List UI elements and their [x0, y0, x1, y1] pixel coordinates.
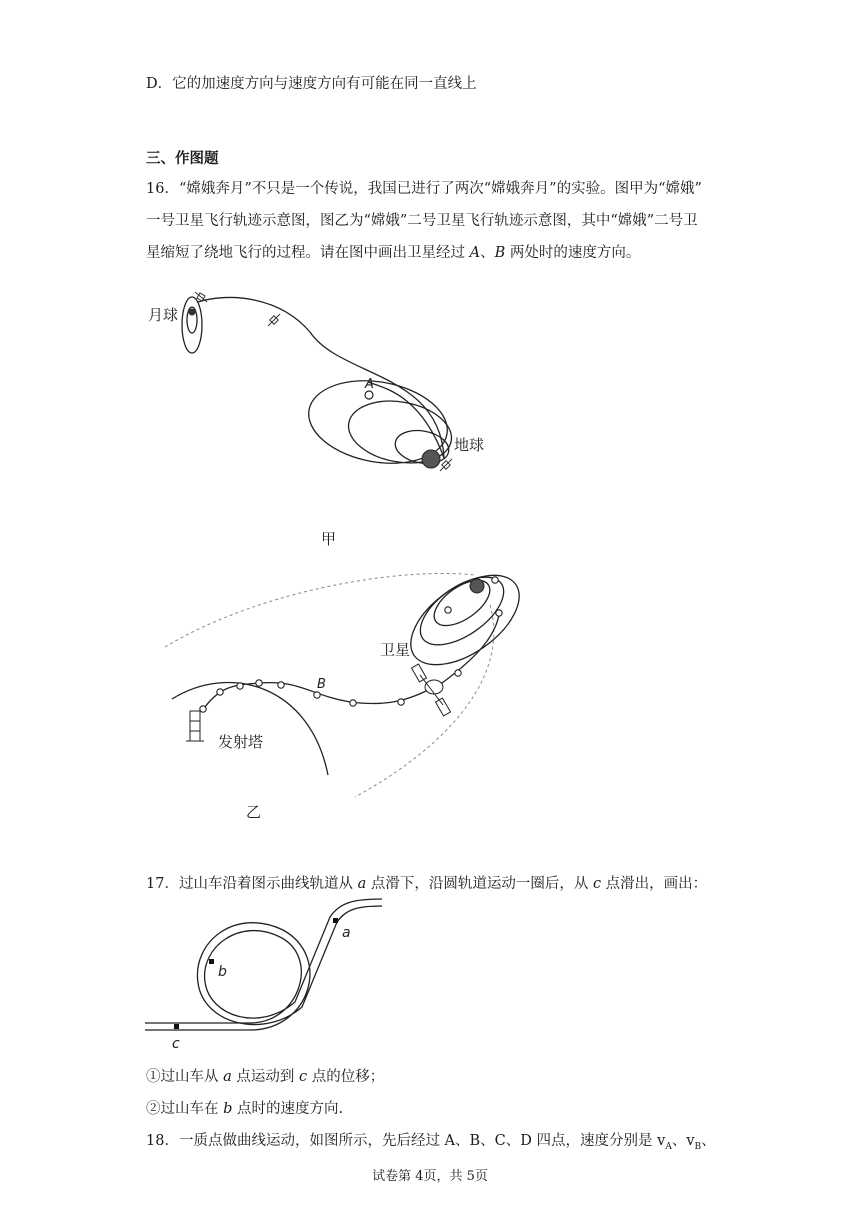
figure-yi — [150, 565, 520, 805]
q17-item2 — [146, 1097, 343, 1118]
q18-tail: 、 — [701, 1133, 716, 1149]
q17-item1 — [146, 1065, 384, 1086]
q16-line3-mid: 、 — [480, 245, 495, 261]
q17-item1-var-c: c — [298, 1069, 308, 1085]
option-d: D．它的加速度方向与速度方向有可能在同一直线上 — [146, 76, 477, 92]
tower-label: 发射塔 — [218, 733, 264, 751]
point-c-label: c — [172, 1036, 180, 1052]
q16-line3-pre: 星缩短了绕地飞行的过程。请在图中画出卫星经过 — [146, 245, 470, 261]
figure-jia — [140, 282, 520, 492]
section-title: 三、作图题 — [146, 150, 219, 167]
q17-item2-pre: ②过山车在 — [146, 1101, 224, 1117]
q17-line1 — [146, 872, 707, 893]
q17-item1-var-a: a — [223, 1069, 232, 1085]
point-a-label: a — [342, 925, 351, 941]
q17-item1-pre: ①过山车从 — [146, 1069, 224, 1085]
q17-line1-pre: 17．过山车沿着图示曲线轨道从 — [146, 876, 358, 892]
q16-line3-post: 两处时的速度方向。 — [505, 245, 641, 261]
moon-label: 月球 — [148, 306, 179, 324]
q17-line1-post: 点滑出，画出： — [601, 876, 708, 892]
earth — [422, 450, 440, 468]
q18-sub-a: A — [665, 1141, 672, 1152]
caption-yi: 乙 — [246, 803, 262, 821]
q18-sep: 、v — [671, 1133, 695, 1149]
q18-line1 — [146, 1129, 716, 1152]
q17-line1-mid: 点滑下，沿圆轨道运动一圈后，从 — [366, 876, 593, 892]
point-b-label: B — [317, 677, 326, 692]
transfer-trajectory — [198, 297, 444, 458]
q18-sub-b: B — [694, 1141, 702, 1152]
moon — [470, 579, 484, 593]
transfer-trajectory-lower — [368, 382, 444, 458]
point-a-marker — [333, 918, 338, 923]
track-outer — [145, 899, 382, 1023]
moon-orbit-outer — [182, 297, 202, 353]
satellite-icon-2 — [268, 314, 280, 326]
q16-var-a: A — [469, 245, 481, 261]
dashed-arc-right — [355, 605, 494, 797]
q17-var-c: c — [592, 876, 602, 892]
point-c-marker — [174, 1024, 179, 1029]
earth-label: 地球 — [454, 436, 485, 454]
caption-jia: 甲 — [321, 530, 337, 548]
q17-item1-post: 点的位移； — [307, 1069, 385, 1085]
q16-line2: 一号卫星飞行轨迹示意图，图乙为“嫦娥”二号卫星飞行轨迹示意图，其中“嫦娥”二号卫 — [146, 213, 698, 229]
moon-dot — [189, 309, 196, 316]
point-b-label: b — [218, 964, 227, 980]
page-footer: 试卷第 4页，共 5页 — [372, 1169, 488, 1184]
q17-item2-var-b: b — [223, 1101, 233, 1117]
q16-line1: 16．“嫦娥奔月”不只是一个传说，我国已进行了两次“嫦娥奔月”的实验。图甲为“嫦娥” — [146, 181, 702, 197]
satellite-icon — [412, 664, 451, 716]
q17-item1-mid: 点运动到 — [231, 1069, 299, 1085]
satellite-label: 卫星 — [380, 641, 411, 659]
launch-trajectory — [202, 615, 499, 711]
q16-line3 — [146, 241, 640, 262]
q18-line1-pre: 18．一质点做曲线运动，如图所示，先后经过 A、B、C、D 四点，速度分别是 v — [146, 1133, 666, 1149]
point-a-marker — [365, 391, 373, 399]
q17-item2-post: 点时的速度方向. — [232, 1101, 344, 1117]
orbit-inner — [427, 572, 498, 635]
launch-tower-icon — [186, 711, 204, 741]
point-a-label: A — [365, 377, 374, 392]
point-b-marker — [209, 959, 214, 964]
figure-roller-coaster — [140, 897, 390, 1057]
q17-var-a: a — [357, 876, 367, 892]
trajectory-points — [200, 577, 502, 712]
q16-var-b: B — [494, 245, 506, 261]
